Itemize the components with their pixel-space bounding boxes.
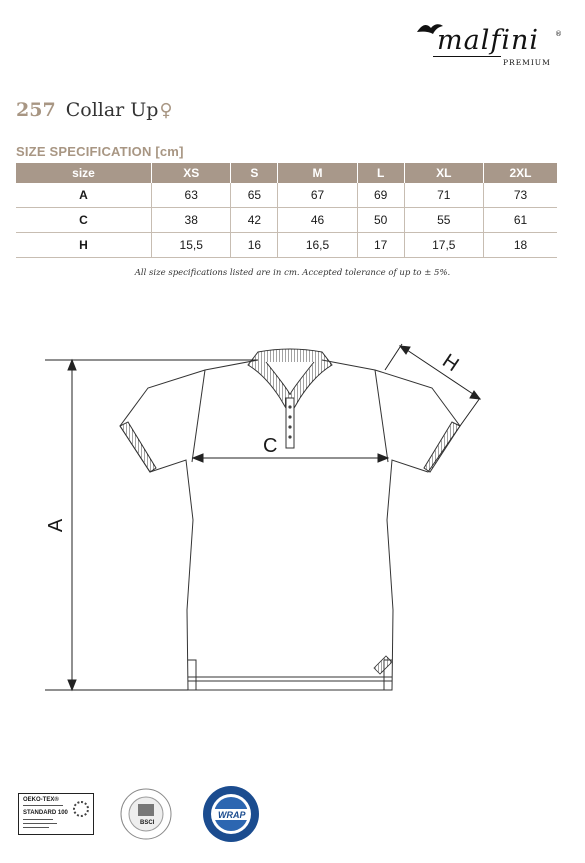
product-name: Collar Up <box>65 99 159 121</box>
oeko-flower-icon <box>73 801 89 817</box>
table-row <box>16 183 557 208</box>
table-row <box>16 208 557 233</box>
header-cell: XS <box>152 163 231 183</box>
wrap-label: WRAP <box>218 810 246 820</box>
table-cell: 42 <box>231 208 278 233</box>
wrap-badge <box>202 785 260 843</box>
header-cell: XL <box>404 163 483 183</box>
table-cell: 50 <box>357 208 404 233</box>
table-cell: 55 <box>404 208 483 233</box>
oeko-title: OEKO-TEX® <box>23 797 59 803</box>
table-cell: 61 <box>484 208 557 233</box>
row-label: H <box>16 233 152 258</box>
table-cell: 46 <box>278 208 357 233</box>
oeko-standard: STANDARD 100 <box>23 810 68 816</box>
bsci-label: BSCI <box>140 820 155 826</box>
header-cell: S <box>231 163 278 183</box>
table-cell: 17 <box>357 233 404 258</box>
header-cell: M <box>278 163 357 183</box>
bsci-badge <box>120 788 172 840</box>
product-title <box>16 99 173 121</box>
table-cell: 69 <box>357 183 404 208</box>
brand-subtitle: PREMIUM <box>503 58 551 67</box>
header-cell: size <box>16 163 152 183</box>
label-h: H <box>438 349 463 377</box>
spec-heading: SIZE SPECIFICATION [cm] <box>16 144 184 159</box>
header-cell: L <box>357 163 404 183</box>
table-cell: 17,5 <box>404 233 483 258</box>
tolerance-note: All size specifications listed are in cm. Accepted tolerance of up to ± 5%. <box>134 268 451 278</box>
size-table <box>16 163 557 258</box>
label-c: C <box>263 435 278 457</box>
table-cell: 73 <box>484 183 557 208</box>
row-label: A <box>16 183 152 208</box>
label-a: A <box>45 518 68 533</box>
table-cell: 67 <box>278 183 357 208</box>
table-cell: 63 <box>152 183 231 208</box>
product-code: 257 <box>16 99 56 121</box>
registered-mark: ® <box>555 30 562 38</box>
brand-logo <box>415 20 560 72</box>
table-row <box>16 233 557 258</box>
table-cell: 15,5 <box>152 233 231 258</box>
table-cell: 16 <box>231 233 278 258</box>
header-cell: 2XL <box>484 163 557 183</box>
row-label: C <box>16 208 152 233</box>
table-cell: 71 <box>404 183 483 208</box>
polo-shirt-diagram <box>0 330 585 710</box>
table-header-row <box>16 163 557 183</box>
bsci-seal-icon <box>120 788 172 840</box>
female-icon: ♀ <box>159 100 173 121</box>
logo-rule <box>433 56 501 57</box>
table-cell: 18 <box>484 233 557 258</box>
table-cell: 65 <box>231 183 278 208</box>
oeko-tex-badge <box>18 793 94 835</box>
table-cell: 38 <box>152 208 231 233</box>
brand-wordmark: malfini <box>437 25 539 56</box>
table-cell: 16,5 <box>278 233 357 258</box>
